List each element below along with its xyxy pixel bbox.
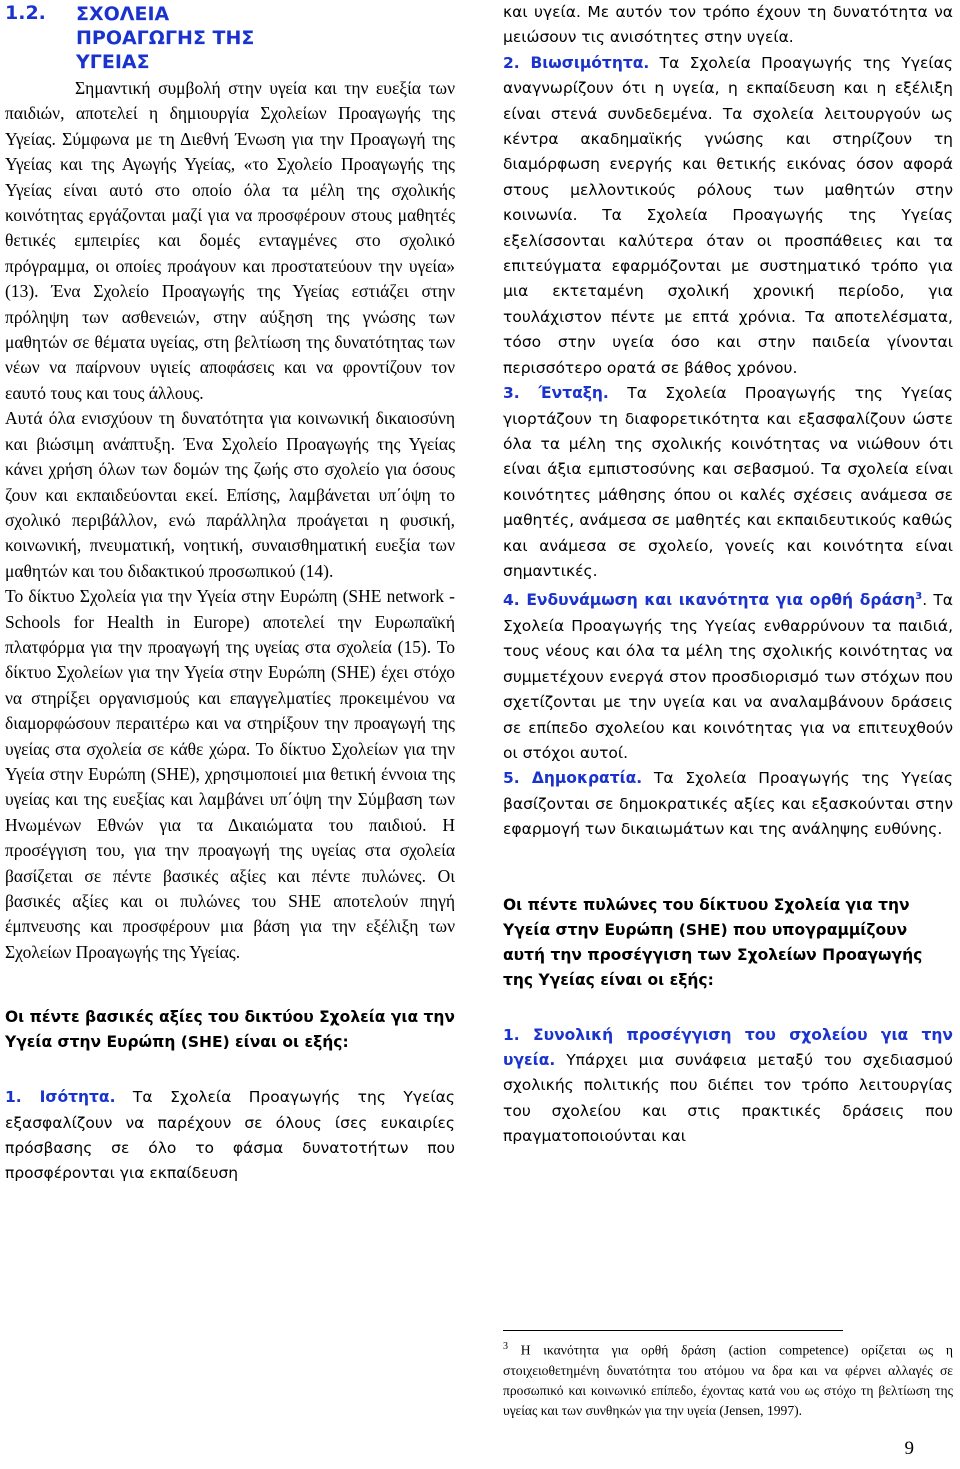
values-heading: Οι πέντε βασικές αξίες του δικτύου Σχολεία για την Υγεία στην Ευρώπη (SHE) είναι οι εξής: [5, 1008, 455, 1052]
value-empowerment-label: 4. Ενδυνάμωση και ικανότητα για ορθή δράση [503, 591, 916, 610]
section-title: ΣΧΟΛΕΙΑ ΠΡΟΑΓΩΓΗΣ ΤΗΣ ΥΓΕΙΑΣ [76, 3, 255, 73]
section-heading [5, 2, 455, 73]
value-sustainability: 2. Βιωσιμότητα. Τα Σχολεία Προαγωγής της Υγείας αναγνωρίζουν ότι η υγεία, η εκπαίδευση και η εξέλιξη είναι στενά συνδεδεμένα. Τα σχολεία λειτουργούν ως κέντρα ακαδημαϊκής γνώσης και στηρίζουν τη διαμόρφωση ενεργής και θετικής εικόνας όσον αφορά στους μελλοντικούς ρόλους των μαθητών στην κοινωνία. Τα Σχολεία Προαγωγής της Υγείας εξελίσσονται καλύτερα όταν οι προσπάθειες και τα επιτεύγματα εφαρμόζονται με συστηματικό τρόπο για μια εκτεταμένη σχολική χρονική περίοδο, για τουλάχιστον πέντε με επτά χρόνια. Τα αποτελέσματα, τόσο στην υγεία όσο και στην παιδεία γίνονται περισσότερο ορατά σε βάθος χρόνου. [503, 53, 953, 377]
intro-paragraph: Σημαντική συμβολή στην υγεία και την ευεξία των παιδιών, αποτελεί η δημιουργία Σχολείων Προαγωγής της Υγείας. Σύμφωνα με τη Διεθνή Ένωση για την Προαγωγή της Υγείας και της Αγωγής Υγείας, «το Σχολείο Προαγωγής της Υγείας είναι αυτό στο οποίο όλα τα μέλη της σχολικής κοινότητας εργάζονται μαζί για να προσφέρουν στους μαθητές θετικές εμπειρίες και δομές ενταγμένες στο σχολικό πρόγραμμα, οι οποίες προάγουν και προστατεύουν την υγεία» (13). Ένα Σχολείο Προαγωγής της Υγείας εστιάζει στην πρόληψη των ασθενειών, στην αύξηση της γνώσης των μαθητών σε θέματα υγείας, στη βελτίωση της δυνατότητας των νέων να παίρνουν υγιείς αποφάσεις και να φροντίζουν τον εαυτό τους και τους άλλους. [5, 78, 455, 403]
pillars-heading: Οι πέντε πυλώνες του δίκτυου Σχολεία για την Υγεία στην Ευρώπη (SHE) που υπογραμμίζουν αυτή την προσέγγιση των Σχολείων Προαγωγής της Υγείας είναι οι εξής: [503, 895, 923, 989]
page-number: 9 [904, 1438, 914, 1459]
footnote-ref: 3 [915, 591, 923, 603]
left-column [5, 0, 455, 1187]
section-number: 1.2. [5, 2, 46, 24]
value-democracy: 5. Δημοκρατία. Τα Σχολεία Προαγωγής της Υγείας βασίζονται σε δημοκρατικές αξίες και εξασκούνται στην εφαρμογή των δικαιωμάτων και της ανάληψης ευθύνης. [503, 769, 953, 839]
value-sustainability-label: 2. Βιωσιμότητα. [503, 53, 650, 72]
value-inclusion: 3. Ένταξη. Τα Σχολεία Προαγωγής της Υγείας γιορτάζουν τη διαφορετικότητα και εξασφαλίζουν ώστε όλα τα μέλη της σχολικής κοινότητας να νιώθουν ότι είναι άξια εμπιστοσύνης και σεβασμού. Τα σχολεία είναι κοινότητες μάθησης όπου οι καλές σχέσεις ανάμεσα σε μαθητές, ανάμεσα σε μαθητές και εκπαιδευτικούς καθώς και ανάμεσα σε σχολείο, γονείς και κοινότητα είναι σημαντικές. [503, 384, 953, 580]
value-inclusion-label: 3. Ένταξη. [503, 384, 609, 403]
value-equity-label: 1. Ισότητα. [5, 1088, 116, 1107]
footnote-divider [503, 1330, 843, 1331]
footnote: $^3$ Η ικανότητα για ορθή δράση (action competence) ορίζεται ως η στοιχειοθετημένη δυνατότητα του ατόμου να δρα και να φέρνει αλλαγές σε προσωπικό και κοινωνικό επίπεδο, έχοντας κατά νου ως στόχο τη βελτίωση της υγείας και των συνθηκών για την υγεία (Jensen, 1997). [503, 1341, 953, 1418]
footnote-mark: 3 [503, 1341, 508, 1352]
value-equity: 1. Ισότητα. Τα Σχολεία Προαγωγής της Υγείας εξασφαλίζουν να παρέχουν σε όλους ίσες ευκαιρίες πρόσβασης σε όλο το φάσμα δυνατοτήτων που προσφέρονται για εκπαίδευση [5, 1088, 455, 1183]
value-democracy-label: 5. Δημοκρατία. [503, 769, 643, 788]
paragraph-she-network: Το δίκτυο Σχολεία για την Υγεία στην Ευρώπη (SHE network - Schools for Health in Europe) αποτελεί την Ευρωπαϊκή πλατφόρμα για την προαγωγή της υγείας στα σχολεία (15). Το δίκτυο Σχολείων για την Υγεία στην Ευρώπη (SHE) έχει στόχο να στηρίξει οργανισμούς και επαγγελματίες προκειμένου να διαμορφώσουν περαιτέρω και να στηρίξουν την προαγωγή της υγείας στα σχολεία σε κάθε χώρα. Το δίκτυο Σχολείων για την Υγεία στην Ευρώπη (SHE), χρησιμοποιεί μια θετική έννοια της υγείας και της ευεξίας και λαμβάνει υπ΄όψη την Σύμβαση των Ηνωμένων Εθνών για τα Δικαιώματα του παιδιού. Η προσέγγιση του, για την προαγωγή της υγείας στα σχολεία βασίζεται σε πέντε βασικές αξίες και πέντε πυλώνες. Οι βασικές αξίες και οι πυλώνες του SHE αποτελούν πηγή έμπνευσης και προσφέρουν μια βάση για την εξέλιξη των Σχολείων Προαγωγής της Υγείας. [5, 586, 455, 962]
paragraph-social-justice: Αυτά όλα ενισχύουν τη δυνατότητα για κοινωνική δικαιοσύνη και βιώσιμη ανάπτυξη. Ένα Σχολείο Προαγωγής της Υγείας κάνει χρήση όλων των δομών της ζωής στο σχολείο για όσους ζουν και εκπαιδεύονται εκεί. Επίσης, λαμβάνεται υπ΄όψη το σχολικό περιβάλλον, ενώ παράλληλα προάγεται η φυσική, κοινωνική, πνευματική, νοητική, συναισθηματική ευεξία των μαθητών και του διδακτικού προσωπικού (14). [5, 408, 455, 581]
pillar-whole-school: 1. Συνολική προσέγγιση του σχολείου για την υγεία. Υπάρχει μια συνάφεια μεταξύ του σχεδιασμού σχολικής πολιτικής που διέπει τον τρόπο λειτουργίας του σχολείου και στις πρακτικές δράσεις που πραγματοποιούνται και [503, 1025, 953, 1146]
value-equity-continued: και υγεία. Με αυτόν τον τρόπο έχουν τη δυνατότητα να μειώσουν τις ανισότητες στην υγεία. [503, 3, 953, 47]
right-column [503, 0, 953, 1150]
value-empowerment: 4. Ενδυνάμωση και ικανότητα για ορθή δράση$^3$. Τα Σχολεία Προαγωγής της Υγείας ενθαρρύνουν τα παιδιά, τους νέους και όλα τα μέλη της σχολικής κοινότητας να συμμετέχουν ενεργά στον προσδιορισμό των στόχων που σχετίζονται με την υγεία και να αναλαμβάνουν δράσεις σε επίπεδο σχολείου και κοινότητας για να επιτευχθούν οι στόχοι αυτοί. [503, 591, 954, 762]
pillar-whole-school-label: 1. Συνολική προσέγγιση του σχολείου για την υγεία. [503, 1025, 953, 1069]
